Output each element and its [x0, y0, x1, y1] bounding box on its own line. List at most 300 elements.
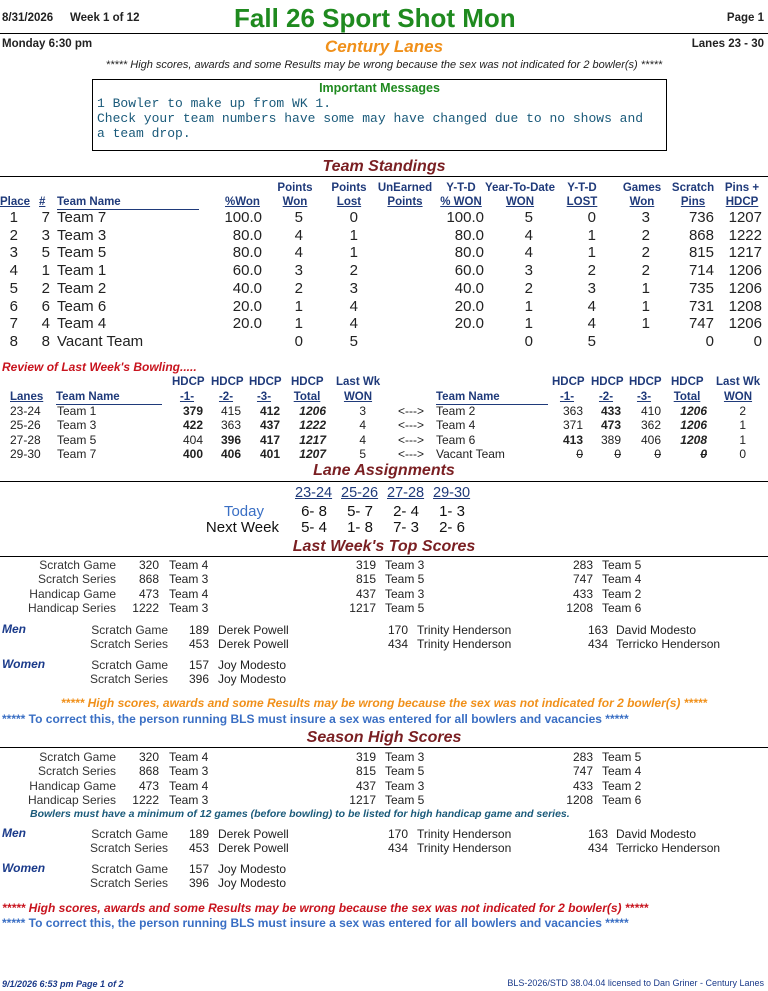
review-right-cell: 1208 — [680, 432, 707, 447]
score-name: Team 4 — [169, 750, 209, 764]
review-right-cell: 0 — [614, 446, 621, 461]
standings-cell: 736 — [688, 209, 714, 226]
message-line: 1 Bowler to make up from WK 1. — [97, 96, 332, 111]
score-value: 1222 — [132, 793, 159, 808]
review-header: HDCP — [629, 376, 662, 388]
review-left-cell: 4 — [359, 418, 366, 433]
sex-warning: ***** High scores, awards and some Results may be wrong because the sex was not indicated for 2 bowler(s) ***** — [105, 59, 663, 71]
header-ytd-won-2: WON — [505, 196, 535, 208]
review-left-cell: Team 7 — [57, 446, 97, 461]
score-name: Joy Modesto — [218, 876, 287, 891]
standings-cell: 80.0 — [454, 226, 484, 244]
review-left-cell: 379 — [182, 404, 203, 418]
season-min-games-note: Bowlers must have a minimum of 12 games (before bowling) to be listed for high handicap game and series. — [30, 808, 570, 820]
standings-cell: 2 — [641, 244, 650, 262]
review-left-cell: 1222 — [299, 418, 326, 433]
score-name: Team 3 — [385, 750, 425, 764]
standings-cell: 1206 — [728, 279, 762, 297]
next-week-assignment: 2- 6 — [439, 519, 465, 536]
standings-cell: 1 — [294, 315, 303, 333]
review-header: Last Wk — [336, 376, 381, 388]
standings-cell: 3 — [587, 279, 596, 297]
header-ytd-lost: Y-T-D — [567, 182, 597, 194]
score-name: Trinity Henderson — [417, 841, 512, 856]
review-right-cell: 0 — [576, 446, 583, 461]
standings-cell: 20.0 — [454, 315, 484, 333]
review-left-cell: 401 — [259, 446, 280, 461]
score-name: Derek Powell — [218, 623, 289, 637]
bowling-center: Century Lanes — [324, 37, 444, 56]
vs-arrow: <---> — [398, 404, 425, 418]
review-left-cell: 1206 — [299, 404, 326, 418]
review-left-cell: Team 1 — [57, 404, 97, 418]
score-value: 815 — [355, 572, 376, 587]
season-warning: ***** High scores, awards and some Results may be wrong because the sex was not indicated for 2 bowler(s) ***** — [2, 901, 649, 915]
vs-arrow: <---> — [398, 432, 425, 447]
score-value: 1222 — [132, 601, 159, 616]
score-value: 157 — [188, 862, 209, 876]
standings-cell: 3 — [349, 279, 358, 297]
review-right-cell: 362 — [640, 418, 661, 433]
standings-cell: Team 4 — [57, 315, 107, 333]
score-value: 319 — [355, 558, 376, 572]
header-number: # — [39, 196, 46, 208]
header-ytd-lost-2: LOST — [566, 196, 598, 208]
score-name: David Modesto — [616, 623, 697, 637]
score-value: 1217 — [349, 793, 376, 808]
review-header: WON — [343, 391, 373, 403]
score-name: Terricko Henderson — [616, 841, 721, 856]
standings-cell: 4 — [524, 226, 533, 244]
vs-arrow: <---> — [398, 418, 425, 433]
header-ytd-pct-2: % WON — [440, 196, 482, 208]
review-header: HDCP — [552, 376, 585, 388]
standings-cell: 1217 — [728, 244, 762, 262]
today-assignment: 1- 3 — [439, 503, 465, 520]
review-right-cell: 2 — [739, 404, 746, 418]
score-value: 189 — [188, 827, 209, 841]
score-name: Joy Modesto — [218, 658, 287, 672]
standings-cell: 40.0 — [454, 279, 484, 297]
score-label: Scratch Series — [89, 841, 168, 856]
score-value: 163 — [587, 623, 608, 637]
standings-cell: 1 — [349, 226, 358, 244]
score-label: Scratch Series — [89, 637, 168, 652]
score-name: Derek Powell — [218, 827, 289, 841]
review-header: WON — [723, 391, 753, 403]
review-right-cell: Team 2 — [436, 404, 476, 418]
review-header: -1- — [559, 391, 575, 403]
women-label: Women — [2, 657, 46, 671]
score-name: Team 2 — [602, 586, 642, 601]
score-name: Team 4 — [602, 764, 642, 779]
standings-cell: 100.0 — [446, 209, 484, 226]
next-week-label: Next Week — [205, 519, 279, 536]
standings-cell: 1 — [641, 297, 650, 315]
score-value: 453 — [188, 637, 209, 652]
score-name: Team 4 — [602, 572, 642, 587]
review-left-cell: 396 — [220, 432, 241, 447]
score-value: 437 — [355, 586, 376, 601]
score-value: 283 — [572, 750, 593, 764]
header-points-lost-2: Lost — [336, 196, 362, 208]
score-value: 434 — [387, 841, 408, 856]
review-header: HDCP — [211, 376, 244, 388]
score-label: Scratch Game — [39, 558, 116, 572]
header-place: Place — [0, 196, 31, 208]
score-label: Scratch Series — [37, 764, 116, 779]
vs-arrow: <---> — [398, 446, 425, 461]
review-right-cell: 1206 — [680, 418, 707, 433]
score-name: Joy Modesto — [218, 862, 287, 876]
today-assignment: 2- 4 — [393, 503, 419, 520]
standings-cell: Vacant Team — [57, 332, 144, 350]
score-value: 434 — [587, 841, 608, 856]
review-left-cell: 415 — [220, 404, 241, 418]
footer-license: BLS-2026/STD 38.04.04 licensed to Dan Griner - Century Lanes — [507, 978, 764, 988]
standings-cell: 1 — [587, 244, 596, 262]
lane-pair-0: 23-24 — [295, 485, 333, 501]
standings-cell: Team 1 — [57, 262, 107, 280]
week-info: Week 1 of 12 — [70, 12, 140, 24]
standings-cell: 4 — [587, 297, 596, 315]
score-value: 320 — [138, 750, 159, 764]
review-header: -3- — [636, 391, 652, 403]
review-title: Review of Last Week's Bowling..... — [2, 360, 197, 374]
next-week-assignment: 5- 4 — [301, 519, 327, 536]
score-value: 434 — [587, 637, 608, 652]
lanes-range: Lanes 23 - 30 — [691, 38, 764, 50]
review-right-cell: Team 6 — [436, 432, 476, 447]
review-left-cell: Team 3 — [57, 418, 97, 433]
review-header: Total — [293, 391, 321, 403]
review-left-cell: 4 — [359, 432, 366, 447]
score-name: Team 5 — [385, 764, 425, 779]
header-pins-hdcp: Pins + — [724, 182, 760, 194]
standings-cell: 4 — [294, 226, 303, 244]
important-messages-box — [92, 79, 667, 151]
standings-cell: Team 2 — [57, 279, 107, 297]
men-label: Men — [2, 622, 26, 636]
footer-printed: 9/1/2026 6:53 pm Page 1 of 2 — [2, 979, 124, 989]
review-header: Last Wk — [716, 376, 761, 388]
lane-pair-1: 25-26 — [341, 485, 379, 501]
review-left-cell: 363 — [220, 418, 241, 433]
score-value: 868 — [138, 764, 159, 779]
review-left-cell: 404 — [182, 432, 203, 447]
standings-cell: 2 — [524, 279, 533, 297]
review-left-cell: 406 — [220, 446, 241, 461]
review-header-lanes: Lanes — [10, 391, 44, 403]
standings-cell: 1 — [349, 244, 358, 262]
message-line: a team drop. — [97, 126, 191, 141]
standings-cell: 4 — [41, 315, 50, 333]
score-name: Team 3 — [385, 778, 425, 793]
standings-cell: 1 — [587, 226, 596, 244]
score-label: Handicap Series — [27, 793, 116, 808]
header-ytd-pct: Y-T-D — [446, 182, 476, 194]
header-pins-hdcp-2: HDCP — [725, 196, 759, 208]
standings-cell: 1 — [641, 315, 650, 333]
standings-cell: 7 — [41, 209, 50, 226]
review-lanes: 23-24 — [10, 404, 41, 418]
score-label: Handicap Game — [29, 778, 116, 793]
score-value: 473 — [138, 778, 159, 793]
score-name: Team 3 — [169, 572, 209, 587]
review-left-cell: Team 5 — [57, 432, 97, 447]
standings-title: Team Standings — [322, 158, 446, 175]
assignments-title: Lane Assignments — [313, 462, 455, 479]
review-right-cell: 433 — [600, 404, 621, 418]
men-label: Men — [2, 826, 26, 840]
standings-cell: 5 — [587, 332, 596, 350]
score-name: Trinity Henderson — [417, 637, 512, 652]
review-right-cell: 473 — [600, 418, 621, 433]
score-value: 320 — [138, 558, 159, 572]
review-right-cell: 0 — [739, 446, 746, 461]
standings-cell: 2 — [641, 262, 650, 280]
header-games-won-2: Won — [629, 196, 655, 208]
review-right-cell: 371 — [562, 418, 583, 433]
standings-cell: 2 — [641, 226, 650, 244]
score-value: 433 — [572, 778, 593, 793]
score-name: Trinity Henderson — [417, 827, 512, 841]
score-label: Handicap Series — [27, 601, 116, 616]
standings-cell: 3 — [524, 262, 533, 280]
standings-cell: 0 — [524, 332, 533, 350]
standings-cell: 815 — [688, 244, 714, 262]
score-name: Team 5 — [602, 750, 642, 764]
review-header-team: Team Name — [56, 390, 162, 405]
today-assignment: 5- 7 — [347, 503, 373, 520]
score-value: 437 — [355, 778, 376, 793]
review-header: HDCP — [591, 376, 624, 388]
standings-cell: Team 5 — [57, 244, 107, 262]
standings-cell: 2 — [349, 262, 358, 280]
score-value: 1208 — [566, 601, 593, 616]
review-header: HDCP — [172, 376, 205, 388]
review-right-cell: 363 — [562, 404, 583, 418]
league-title: Fall 26 Sport Shot Mon — [234, 3, 516, 33]
header-scratch-pins: Scratch — [671, 182, 715, 194]
standings-cell: 1207 — [728, 209, 762, 226]
message-line: Check your team numbers have some may have changed due to no shows and — [97, 111, 644, 126]
standings-cell: 0 — [349, 209, 358, 226]
score-label: Scratch Series — [89, 672, 168, 687]
standings-cell: 5 — [294, 209, 303, 226]
lane-pair-3: 29-30 — [433, 485, 471, 501]
score-value: 473 — [138, 586, 159, 601]
score-name: Team 2 — [602, 778, 642, 793]
report-date: 8/31/2026 — [2, 12, 54, 24]
review-left-cell: 1207 — [299, 446, 326, 461]
score-value: 396 — [188, 876, 209, 891]
standings-cell: 5 — [524, 209, 533, 226]
review-left-cell: 412 — [259, 404, 280, 418]
review-lanes: 25-26 — [10, 418, 41, 433]
standings-cell: 1 — [9, 209, 18, 226]
standings-cell: 1 — [41, 262, 50, 280]
standings-cell: 1 — [641, 279, 650, 297]
score-name: Team 3 — [169, 764, 209, 779]
score-value: 170 — [387, 623, 408, 637]
review-right-cell: 413 — [562, 432, 583, 447]
score-value: 396 — [188, 672, 209, 687]
standings-cell: 0 — [587, 209, 596, 226]
header-team-name: Team Name — [57, 195, 199, 210]
standings-cell: 80.0 — [232, 244, 262, 262]
standings-cell: 5 — [41, 244, 50, 262]
standings-cell: 6 — [41, 297, 50, 315]
standings-cell: 60.0 — [232, 262, 262, 280]
standings-cell: 0 — [753, 332, 762, 350]
score-label: Scratch Game — [91, 658, 168, 672]
review-right-cell: 1 — [739, 418, 746, 433]
standings-cell: Team 6 — [57, 297, 107, 315]
header-points-won-2: Won — [282, 196, 308, 208]
standings-cell: 4 — [349, 297, 358, 315]
score-value: 319 — [355, 750, 376, 764]
standings-cell: 731 — [688, 297, 714, 315]
season-correct-note: ***** To correct this, the person running BLS must insure a sex was entered for all bowlers and vacancies ***** — [2, 916, 629, 930]
messages-title: Important Messages — [319, 81, 440, 95]
score-name: Joy Modesto — [218, 672, 287, 687]
lastweek-correct-note: ***** To correct this, the person running BLS must insure a sex was entered for all bowlers and vacancies ***** — [2, 712, 629, 726]
standings-cell: 714 — [688, 262, 714, 280]
score-name: Team 5 — [602, 558, 642, 572]
header-pct-won: %Won — [225, 196, 260, 208]
standings-cell: Team 7 — [57, 209, 107, 226]
review-header-team: Team Name — [436, 390, 548, 405]
lane-pair-2: 27-28 — [387, 485, 425, 501]
score-name: Team 6 — [602, 601, 642, 616]
standings-cell: 747 — [688, 315, 714, 333]
score-value: 453 — [188, 841, 209, 856]
score-name: Team 3 — [169, 793, 209, 808]
today-label: Today — [223, 503, 264, 520]
score-name: Team 3 — [169, 601, 209, 616]
score-value: 189 — [188, 623, 209, 637]
standings-cell: 735 — [688, 279, 714, 297]
score-name: David Modesto — [616, 827, 697, 841]
score-label: Handicap Game — [29, 586, 116, 601]
lastweek-title: Last Week's Top Scores — [292, 538, 476, 555]
review-left-cell: 437 — [259, 418, 280, 433]
score-value: 815 — [355, 764, 376, 779]
season-title: Season High Scores — [306, 729, 462, 746]
score-name: Team 5 — [385, 793, 425, 808]
standings-cell: 4 — [524, 244, 533, 262]
standings-cell: 1 — [524, 315, 533, 333]
review-left-cell: 422 — [182, 418, 203, 433]
standings-cell: 2 — [294, 279, 303, 297]
review-right-cell: 1 — [739, 432, 746, 447]
score-name: Team 4 — [169, 778, 209, 793]
standings-cell: 1 — [524, 297, 533, 315]
score-value: 163 — [587, 827, 608, 841]
standings-cell: 1208 — [728, 297, 762, 315]
standings-cell: 7 — [9, 315, 18, 333]
review-right-cell: 0 — [654, 446, 661, 461]
review-right-cell: 406 — [640, 432, 661, 447]
standings-cell: 8 — [9, 332, 18, 350]
standings-cell: 2 — [41, 279, 50, 297]
score-name: Terricko Henderson — [616, 637, 721, 652]
standings-cell: 8 — [41, 332, 50, 350]
header-unearned: UnEarned — [377, 182, 433, 194]
score-label: Scratch Game — [39, 750, 116, 764]
review-right-cell: Vacant Team — [436, 446, 505, 461]
review-right-cell: 0 — [700, 446, 707, 461]
score-value: 283 — [572, 558, 593, 572]
score-name: Team 4 — [169, 558, 209, 572]
day-time: Monday 6:30 pm — [2, 38, 93, 50]
standings-cell: 4 — [587, 315, 596, 333]
standings-cell: Team 3 — [57, 226, 107, 244]
score-name: Derek Powell — [218, 841, 289, 856]
score-value: 868 — [138, 572, 159, 587]
standings-cell: 3 — [294, 262, 303, 280]
today-assignment: 6- 8 — [301, 503, 327, 520]
next-week-assignment: 7- 3 — [393, 519, 419, 536]
review-header: -2- — [598, 391, 614, 403]
next-week-assignment: 1- 8 — [347, 519, 373, 536]
standings-cell: 6 — [9, 297, 18, 315]
review-header: Total — [673, 391, 701, 403]
score-name: Team 3 — [385, 586, 425, 601]
review-header: -3- — [256, 391, 272, 403]
standings-cell: 0 — [705, 332, 714, 350]
score-value: 157 — [188, 658, 209, 672]
standings-cell: 20.0 — [454, 297, 484, 315]
review-left-cell: 3 — [359, 404, 366, 418]
review-header: -2- — [218, 391, 234, 403]
standings-cell: 20.0 — [232, 315, 262, 333]
standings-cell: 4 — [294, 244, 303, 262]
header-games-won: Games — [622, 182, 662, 194]
score-name: Team 4 — [169, 586, 209, 601]
score-name: Team 3 — [385, 558, 425, 572]
standings-cell: 1222 — [728, 226, 762, 244]
score-name: Team 6 — [602, 793, 642, 808]
standings-cell: 100.0 — [224, 209, 262, 226]
score-label: Scratch Game — [91, 827, 168, 841]
score-value: 747 — [572, 572, 593, 587]
page-number: Page 1 — [726, 12, 764, 24]
standings-cell: 4 — [349, 315, 358, 333]
standings-cell: 3 — [641, 209, 650, 226]
review-right-cell: Team 4 — [436, 418, 476, 433]
standings-cell: 3 — [41, 226, 50, 244]
standings-cell: 5 — [349, 332, 358, 350]
review-header: HDCP — [671, 376, 704, 388]
standings-cell: 4 — [9, 262, 18, 280]
standings-cell: 3 — [9, 244, 18, 262]
score-label: Scratch Game — [91, 862, 168, 876]
standings-cell: 5 — [9, 279, 18, 297]
standings-cell: 2 — [9, 226, 18, 244]
standings-cell: 1206 — [728, 262, 762, 280]
score-name: Team 5 — [385, 572, 425, 587]
review-left-cell: 417 — [259, 432, 280, 447]
score-label: Scratch Game — [91, 623, 168, 637]
header-unearned-2: Points — [387, 196, 423, 208]
women-label: Women — [2, 861, 46, 875]
score-value: 434 — [387, 637, 408, 652]
standings-cell: 0 — [294, 332, 303, 350]
score-value: 1217 — [349, 601, 376, 616]
header-ytd-won: Year-To-Date — [484, 182, 556, 194]
